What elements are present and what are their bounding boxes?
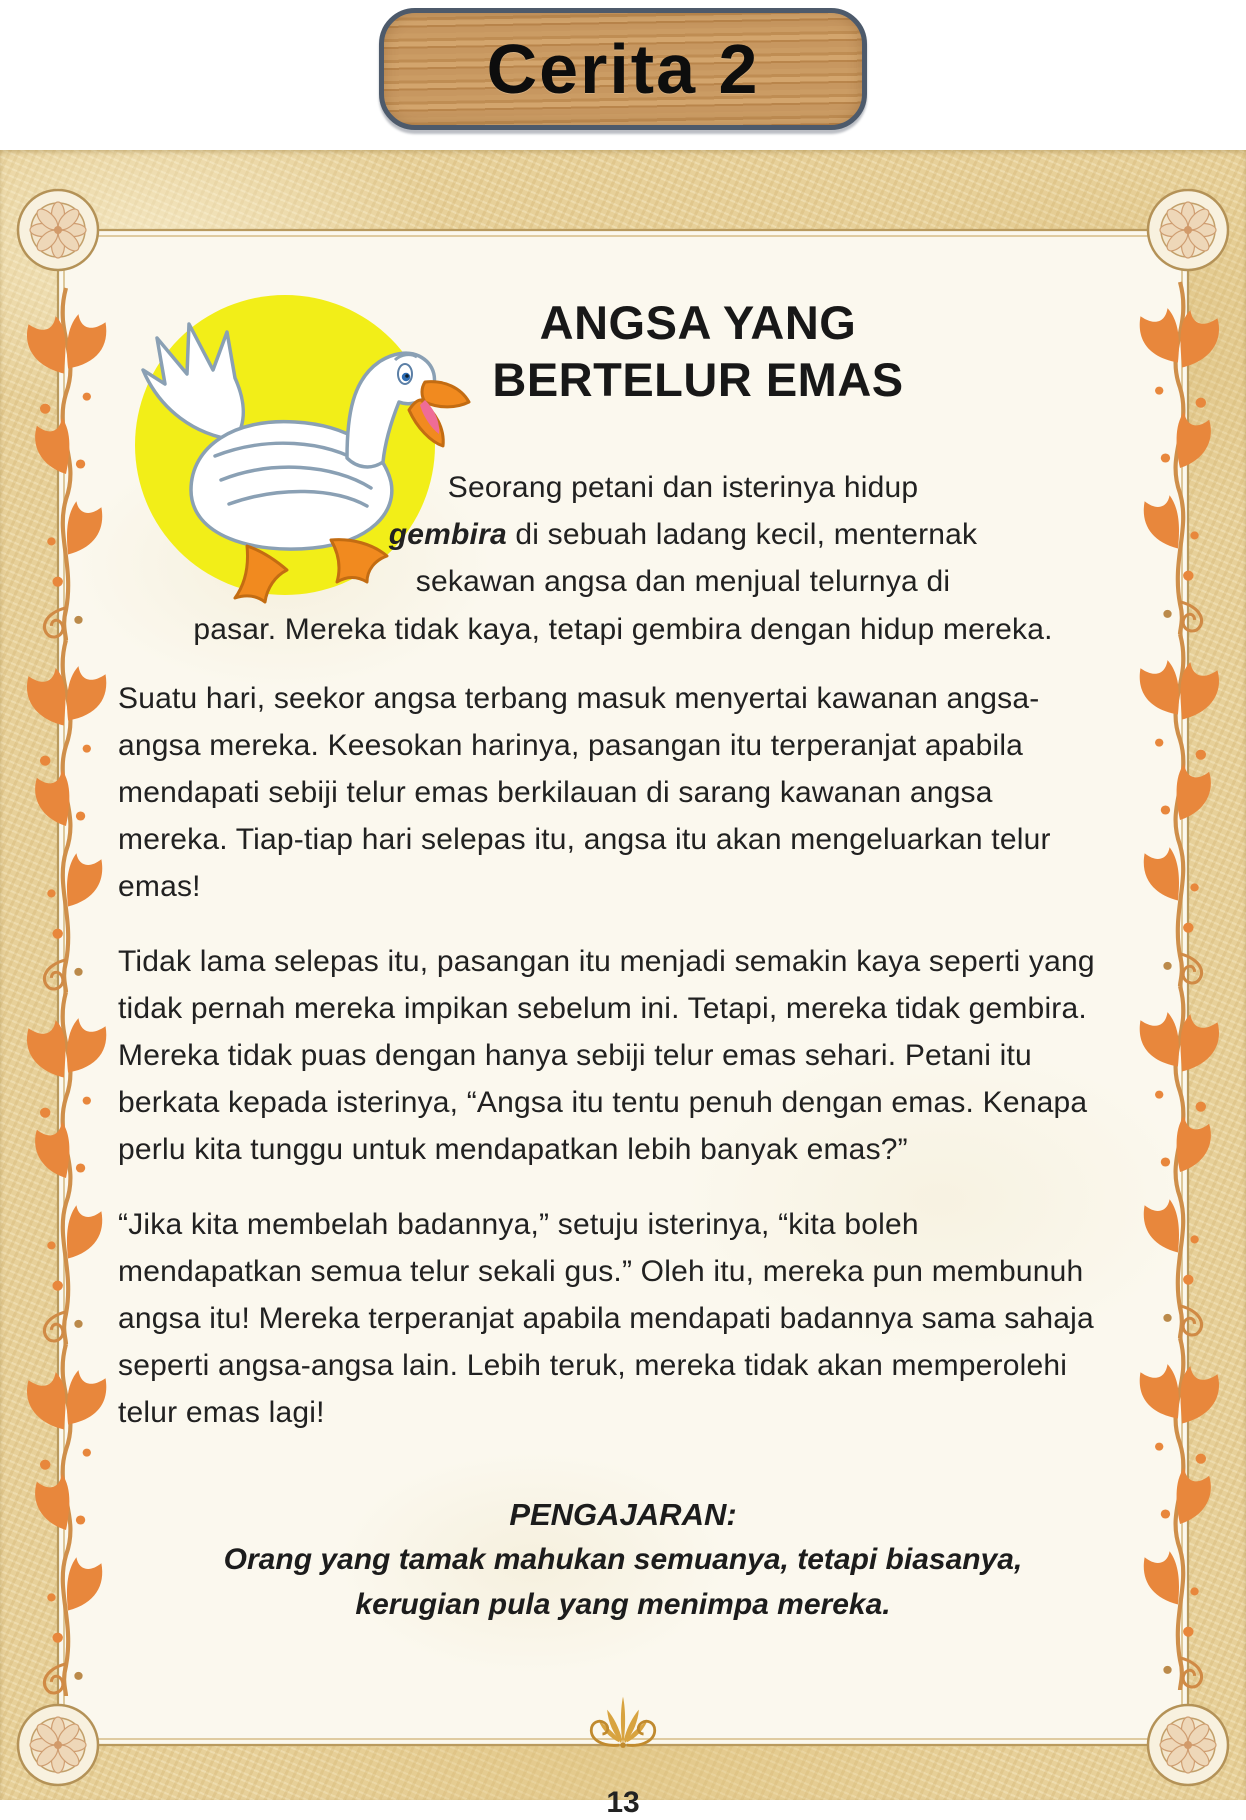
- paragraph-1-line3: sekawan angsa dan menjual telurnya di: [415, 565, 951, 598]
- story-title: [368, 294, 1028, 408]
- paragraph-3: Tidak lama selepas itu, pasangan itu menjadi semakin kaya seperti yang tidak pernah mereka impikan sebelum ini. Tetapi, mereka tidak gembira. Mereka tidak puas dengan hanya sebiji telur emas sehari. Petani itu berkata kepada isterinya, “Angsa itu tentu penuh dengan emas. Kenapa perlu kita tunggu untuk mendapatkan lebih banyak emas?”: [118, 945, 1095, 1166]
- banner-label: Cerita 2: [486, 30, 760, 108]
- paragraph-1-line2: [338, 511, 1028, 558]
- paragraph-4: “Jika kita membelah badannya,” setuju isterinya, “kita boleh mendapatkan semua telur sekali gus.” Oleh itu, mereka pun membunuh angsa itu! Mereka terperanjat apabila mendapati badannya sama sahaja seperti angsa-angsa lain. Lebih teruk, mereka tidak akan memperolehi telur emas lagi!: [118, 1208, 1094, 1429]
- moral-line1: Orang yang tamak mahukan semuanya, tetapi biasanya,: [223, 1543, 1023, 1576]
- story-content: [58, 230, 1188, 1627]
- palmette-fleuron-icon: [563, 1691, 683, 1747]
- parchment-page: [0, 150, 1246, 1800]
- page-number: 13: [606, 1786, 640, 1819]
- paragraph-1-line4: pasar. Mereka tidak kaya, tetapi gembira dengan hidup mereka.: [193, 613, 1053, 646]
- story-title-line1: ANGSA YANG: [539, 296, 857, 349]
- moral-heading: PENGAJARAN:: [509, 1497, 737, 1532]
- italic-word: gembira: [388, 518, 507, 551]
- paragraph-1: [338, 464, 1028, 605]
- paragraph-2: Suatu hari, seekor angsa terbang masuk menyertai kawanan angsa-angsa mereka. Keesokan harinya, pasangan itu terperanjat apabila mendapati sebiji telur emas berkilauan di sarang kawanan angsa mereka. Tiap-tiap hari selepas itu, angsa itu akan mengeluarkan telur emas!: [118, 682, 1051, 903]
- paragraph-1-line1: Seorang petani dan isterinya hidup: [447, 471, 919, 504]
- paragraph-1-line2-rest: di sebuah ladang kecil, menternak: [506, 518, 978, 551]
- story-title-line2: BERTELUR EMAS: [492, 353, 904, 406]
- moral-line2: kerugian pula yang menimpa mereka.: [355, 1588, 891, 1621]
- moral-section: [118, 1492, 1128, 1627]
- story-banner: [379, 8, 867, 130]
